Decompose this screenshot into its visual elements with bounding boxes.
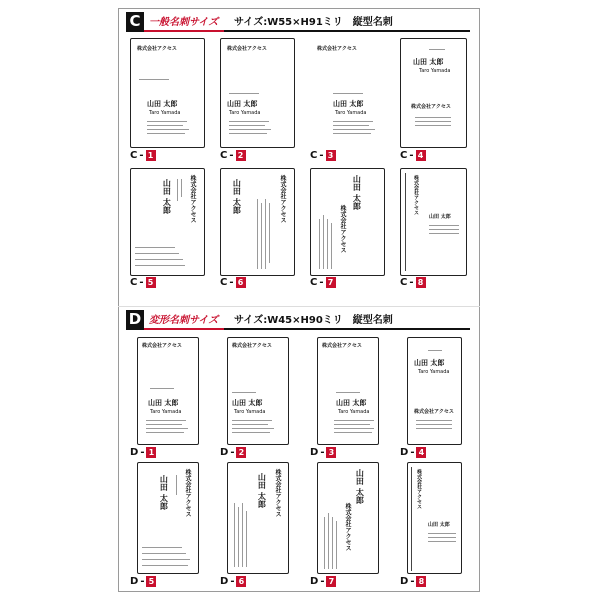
card-c6[interactable] xyxy=(220,168,295,276)
card-d6[interactable] xyxy=(227,462,289,574)
section-spec: サイズ:W55×H91ミリ 縦型名刺 xyxy=(234,17,393,28)
card-company: 株式会社アクセス xyxy=(317,46,357,52)
card-name: 山田 太郎 xyxy=(355,469,365,504)
card-label-c1: C - 1 xyxy=(130,149,156,161)
section-title: 一般名刺サイズ xyxy=(149,17,219,28)
section-title: 変形名刺サイズ xyxy=(149,315,219,326)
card-c5[interactable] xyxy=(130,168,205,276)
card-name: 山田 太郎 xyxy=(352,175,362,210)
card-d1[interactable] xyxy=(137,337,199,445)
card-label-c3: C - 3 xyxy=(310,149,336,161)
card-label-c4: C - 4 xyxy=(400,149,426,161)
card-d4[interactable] xyxy=(407,337,462,445)
card-name: 山田 太郎 xyxy=(232,179,242,214)
card-company: 株式会社アクセス xyxy=(189,175,196,223)
card-name: 山田 太郎 xyxy=(336,399,367,407)
card-company: 株式会社アクセス xyxy=(416,469,422,509)
card-name: 山田 太郎 xyxy=(333,100,364,108)
card-label-d7: D - 7 xyxy=(310,575,336,587)
card-company: 株式会社アクセス xyxy=(344,503,351,551)
section-divider xyxy=(118,306,480,307)
card-label-c5: C - 5 xyxy=(130,276,156,288)
card-romaji: Taro Yamada xyxy=(338,409,370,415)
card-company: 株式会社アクセス xyxy=(232,343,272,349)
card-c1[interactable] xyxy=(130,38,205,148)
card-company: 株式会社アクセス xyxy=(322,343,362,349)
card-label-d3: D - 3 xyxy=(310,446,336,458)
card-label-d1: D - 1 xyxy=(130,446,156,458)
card-label-d8: D - 8 xyxy=(400,575,426,587)
card-d2[interactable] xyxy=(227,337,289,445)
card-company: 株式会社アクセス xyxy=(411,104,451,110)
card-company: 株式会社アクセス xyxy=(184,469,191,517)
card-name: 山田 太郎 xyxy=(428,522,450,528)
card-romaji: Taro Yamada xyxy=(150,409,182,415)
card-romaji: Taro Yamada xyxy=(418,369,450,375)
card-c4[interactable] xyxy=(400,38,467,148)
card-name: 山田 太郎 xyxy=(162,179,172,214)
section-header-d xyxy=(126,310,470,328)
card-company: 株式会社アクセス xyxy=(414,409,454,415)
card-company: 株式会社アクセス xyxy=(279,175,286,223)
card-c2[interactable] xyxy=(220,38,295,148)
section-spec: サイズ:W45×H90ミリ 縦型名刺 xyxy=(234,315,393,326)
card-company: 株式会社アクセス xyxy=(413,175,419,215)
card-d8[interactable] xyxy=(407,462,462,574)
card-name: 山田 太郎 xyxy=(227,100,258,108)
card-name: 山田 太郎 xyxy=(159,475,169,510)
card-company: 株式会社アクセス xyxy=(339,205,346,253)
card-company: 株式会社アクセス xyxy=(142,343,182,349)
card-label-c8: C - 8 xyxy=(400,276,426,288)
card-label-d5: D - 5 xyxy=(130,575,156,587)
card-name: 山田 太郎 xyxy=(429,214,451,220)
card-d7[interactable] xyxy=(317,462,379,574)
card-company: 株式会社アクセス xyxy=(137,46,177,52)
card-romaji: Taro Yamada xyxy=(229,110,261,116)
card-name: 山田 太郎 xyxy=(257,473,267,508)
card-label-d2: D - 2 xyxy=(220,446,246,458)
card-label-c2: C - 2 xyxy=(220,149,246,161)
card-romaji: Taro Yamada xyxy=(419,68,451,74)
card-company: 株式会社アクセス xyxy=(274,469,281,517)
card-c8[interactable] xyxy=(400,168,467,276)
section-rule-accent xyxy=(144,328,224,330)
section-header-c xyxy=(126,12,470,30)
card-label-d6: D - 6 xyxy=(220,575,246,587)
card-c7[interactable] xyxy=(310,168,385,276)
card-label-c6: C - 6 xyxy=(220,276,246,288)
card-label-c7: C - 7 xyxy=(310,276,336,288)
card-name: 山田 太郎 xyxy=(148,399,179,407)
card-name: 山田 太郎 xyxy=(414,359,445,367)
section-letter: D xyxy=(126,310,144,328)
card-name: 山田 太郎 xyxy=(147,100,178,108)
card-romaji: Taro Yamada xyxy=(335,110,367,116)
card-d5[interactable] xyxy=(137,462,199,574)
card-name: 山田 太郎 xyxy=(232,399,263,407)
section-rule-accent xyxy=(144,30,224,32)
card-romaji: Taro Yamada xyxy=(234,409,266,415)
card-d3[interactable] xyxy=(317,337,379,445)
card-romaji: Taro Yamada xyxy=(149,110,181,116)
section-letter: C xyxy=(126,12,144,30)
card-company: 株式会社アクセス xyxy=(227,46,267,52)
card-name: 山田 太郎 xyxy=(413,58,444,66)
card-label-d4: D - 4 xyxy=(400,446,426,458)
card-c3[interactable] xyxy=(310,38,385,148)
